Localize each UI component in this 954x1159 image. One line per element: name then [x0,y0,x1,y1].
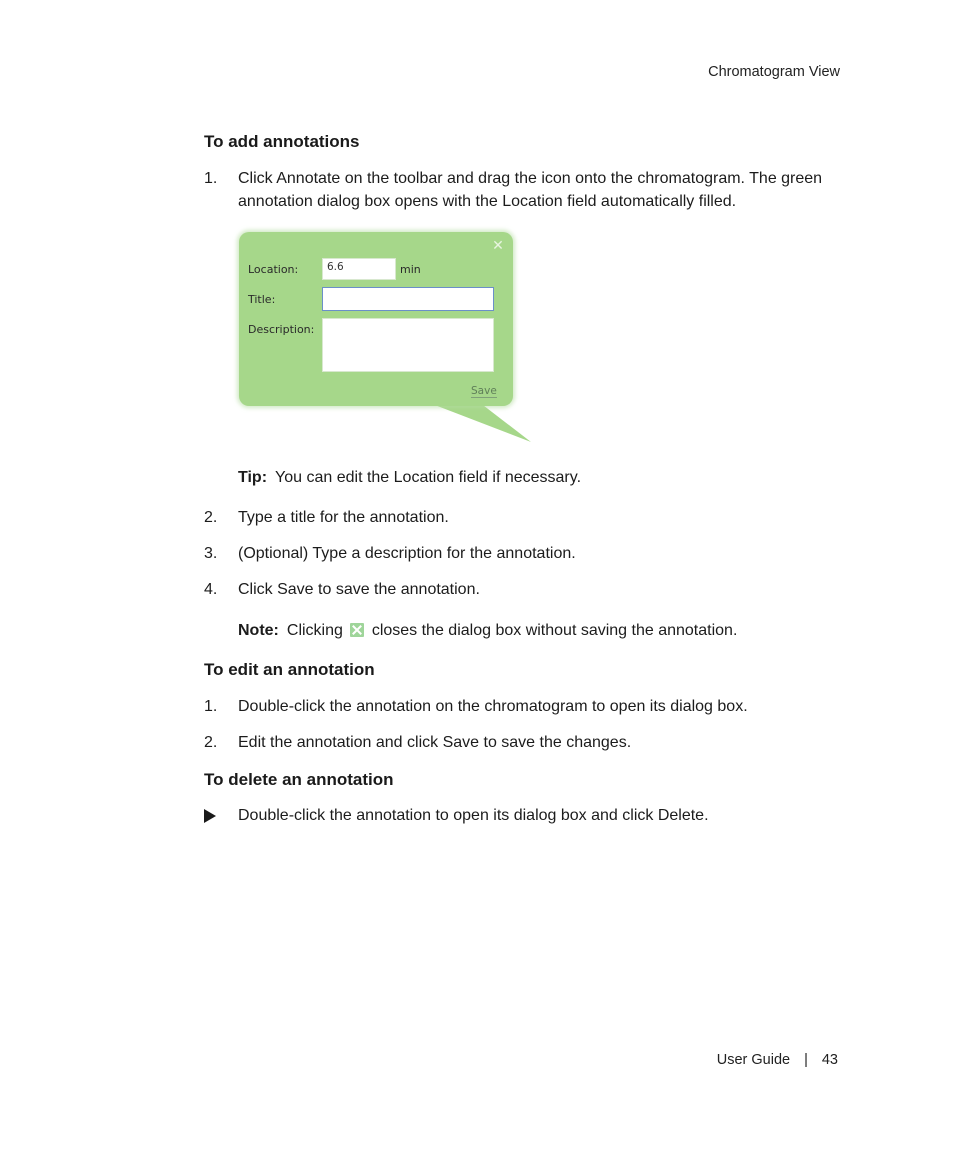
page-number: 43 [821,1052,838,1068]
arrow-bullet-icon [204,809,216,823]
footer-separator: | [804,1052,808,1068]
step-text: Type a title for the annotation. [238,509,449,526]
edit-step-2 [204,731,844,755]
location-field[interactable]: 6.6 [322,258,396,280]
delete-bullet [204,804,844,828]
step-text: Click Annotate on the toolbar and drag the icon onto the chromatogram. The green annotation dialog box opens with the Location field automatically filled. [238,170,823,210]
running-header: Chromatogram View [708,64,840,80]
bullet-text: Double-click the annotation to open its dialog box and click Delete. [238,807,709,824]
save-button[interactable]: Save [471,385,497,397]
add-step-2 [204,506,844,530]
add-step-4 [204,578,844,602]
heading-add-annotations: To add annotations [204,132,360,151]
step-text: Click Save to save the annotation. [238,581,480,598]
title-label: Title: [248,293,276,306]
description-label: Description: [248,323,315,336]
close-icon[interactable]: ✕ [492,237,504,253]
note [238,619,737,642]
tip [238,466,581,489]
description-field[interactable] [322,318,494,372]
heading-edit-annotation: To edit an annotation [204,660,375,679]
add-step-3 [204,542,844,566]
step-number: 2. [204,509,218,526]
step-text: (Optional) Type a description for the annotation. [238,545,576,562]
step-text: Edit the annotation and click Save to save the changes. [238,734,632,751]
close-icon [350,623,364,637]
note-text-after: closes the dialog box without saving the annotation. [371,622,738,639]
step-number: 1. [204,170,218,187]
annotation-dialog [239,232,531,444]
step-number: 2. [204,734,218,751]
add-step-1 [204,167,844,213]
heading-delete-annotation: To delete an annotation [204,770,394,789]
step-text: Double-click the annotation on the chromatogram to open its dialog box. [238,698,748,715]
edit-step-1 [204,695,844,719]
note-label: Note: [238,622,279,639]
step-number: 4. [204,581,218,598]
step-number: 3. [204,545,218,562]
footer-label: User Guide [716,1052,791,1068]
step-number: 1. [204,698,218,715]
title-field[interactable] [322,287,494,311]
location-unit: min [400,263,421,276]
page-footer [717,1052,838,1068]
location-label: Location: [248,263,299,276]
note-text-before: Clicking [286,622,343,639]
tip-label: Tip: [238,469,268,486]
tip-text: You can edit the Location field if necessary. [275,469,582,486]
